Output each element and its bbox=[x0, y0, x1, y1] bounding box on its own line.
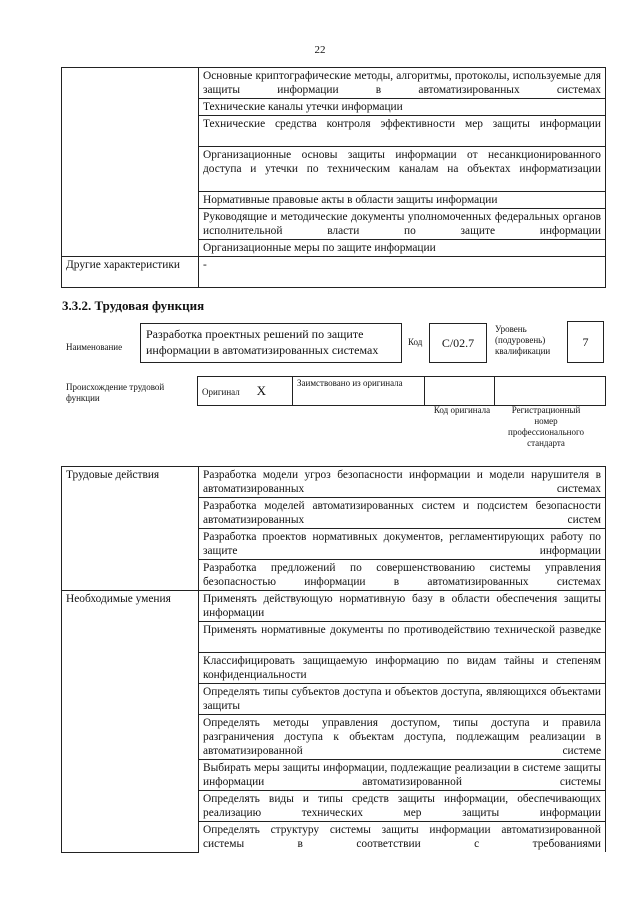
origin-label: Происхождение трудовой функции bbox=[66, 382, 165, 403]
action-item: Разработка моделей автоматизированных систем и подсистем безопасности автоматизированных систем bbox=[199, 498, 606, 529]
code-original-label: Код оригинала bbox=[433, 405, 491, 415]
level-value: 7 bbox=[582, 335, 589, 349]
knowledge-item: Нормативные правовые акты в области защиты информации bbox=[199, 192, 606, 209]
knowledge-item: Технические средства контроля эффективности мер защиты информации bbox=[199, 116, 606, 147]
name-label: Наименование bbox=[66, 342, 123, 352]
skill-item: Определять типы субъектов доступа и объектов доступа, являющихся объектами защиты bbox=[199, 684, 606, 715]
skill-item: Определять виды и типы средств защиты информации, обеспечивающих реализацию технических мер защиты информации bbox=[199, 791, 606, 822]
level-value-box bbox=[567, 321, 604, 363]
action-item: Разработка предложений по совершенствованию системы управления безопасностью информации в автоматизированных системах bbox=[199, 560, 606, 591]
original-cell bbox=[198, 377, 293, 406]
skill-item: Применять действующую нормативную базу в области обеспечения защиты информации bbox=[199, 591, 606, 622]
skill-item: Выбирать меры защиты информации, подлежащие реализации в системе защиты информации автоматизированной системы bbox=[199, 760, 606, 791]
knowledge-label-cell bbox=[62, 68, 199, 257]
name-value: Разработка проектных решений по защите информации в автоматизированных системах bbox=[146, 327, 379, 357]
skill-item: Определять структуру системы защиты информации автоматизированной системы в соответствии с требованиями bbox=[199, 822, 606, 853]
action-item: Разработка проектов нормативных документов, регламентирующих работу по защите информации bbox=[199, 529, 606, 560]
reg-number-cell bbox=[495, 377, 606, 406]
other-characteristics-label: Другие характеристики bbox=[62, 257, 199, 288]
reg-number-label: Регистрационный номер профессионального стандарта bbox=[508, 405, 584, 448]
section-title: 3.3.2. Трудовая функция bbox=[62, 298, 205, 313]
origin-table bbox=[197, 376, 606, 406]
skill-item: Классифицировать защищаемую информацию по видам тайны и степеням конфиденциальности bbox=[199, 653, 606, 684]
actions-skills-table bbox=[61, 466, 606, 853]
action-item: Разработка модели угроз безопасности информации и модели нарушителя в автоматизированных системах bbox=[199, 467, 606, 498]
knowledge-item: Организационные основы защиты информации от несанкционированного доступа и утечки по техническим каналам на объектах информатизации bbox=[199, 147, 606, 192]
page-number: 22 bbox=[314, 44, 326, 56]
original-label: Оригинал bbox=[202, 386, 240, 397]
knowledge-item: Технические каналы утечки информации bbox=[199, 99, 606, 116]
knowledge-item: Основные криптографические методы, алгоритмы, протоколы, используемые для защиты информации в автоматизированных системах bbox=[199, 68, 606, 99]
knowledge-item: Организационные меры по защите информации bbox=[199, 240, 606, 257]
code-value-box bbox=[429, 323, 487, 363]
code-label: Код bbox=[408, 337, 423, 347]
name-value-box bbox=[140, 323, 402, 363]
skill-item: Применять нормативные документы по противодействию технической разведке bbox=[199, 622, 606, 653]
skill-item: Определять методы управления доступом, типы доступа и правила разграничения доступа к объектам доступа, подлежащим реализации в автоматизированной системе bbox=[199, 715, 606, 760]
skills-label: Необходимые умения bbox=[62, 591, 199, 853]
code-original-cell bbox=[425, 377, 495, 406]
actions-label: Трудовые действия bbox=[62, 467, 199, 591]
knowledge-item: Руководящие и методические документы уполномоченных федеральных органов исполнительной власти по защите информации bbox=[199, 209, 606, 240]
borrowed-label: Заимствовано из оригинала bbox=[293, 377, 425, 406]
knowledge-table bbox=[61, 67, 606, 288]
level-label: Уровень (подуровень) квалификации bbox=[495, 324, 551, 356]
other-characteristics-value: - bbox=[199, 257, 606, 288]
code-value: C/02.7 bbox=[441, 336, 475, 350]
original-mark: X bbox=[256, 382, 266, 398]
